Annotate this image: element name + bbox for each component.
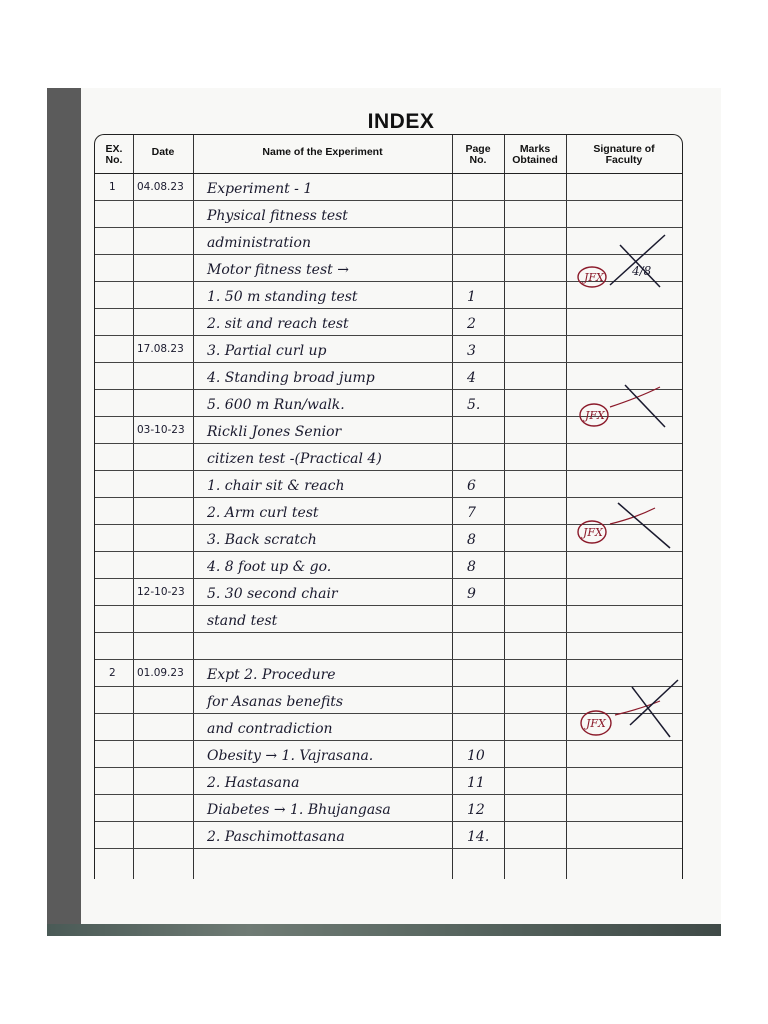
cell-date: 12-10-23	[137, 586, 185, 598]
signature-mark-4	[570, 675, 685, 755]
cell-experiment-name: 2. Paschimottasana	[207, 829, 345, 845]
cell-page-no: 3	[467, 343, 476, 359]
notebook-binding	[47, 88, 81, 936]
cell-experiment-name: Motor fitness test →	[207, 262, 349, 278]
cell-ex-no: 2	[109, 667, 116, 679]
row-rule	[95, 659, 682, 660]
cell-date: 17.08.23	[137, 343, 184, 355]
cell-page-no: 7	[467, 505, 476, 521]
cell-page-no: 10	[467, 748, 485, 764]
header-name: Name of the Experiment	[262, 146, 383, 158]
cell-experiment-name: administration	[207, 235, 311, 251]
cell-date: 03-10-23	[137, 424, 185, 436]
cell-page-no: 4	[467, 370, 476, 386]
cell-page-no: 9	[467, 586, 476, 602]
row-rule	[95, 308, 682, 309]
cell-page-no: 11	[467, 775, 485, 791]
cell-page-no: 6	[467, 478, 476, 494]
row-rule	[95, 470, 682, 471]
header-marks: Marks Obtained	[512, 143, 558, 166]
cell-experiment-name: Expt 2. Procedure	[207, 667, 336, 683]
cell-experiment-name: 2. sit and reach test	[207, 316, 349, 332]
cell-experiment-name: 5. 600 m Run/walk.	[207, 397, 345, 413]
cell-experiment-name: 1. 50 m standing test	[207, 289, 358, 305]
cell-experiment-name: citizen test -(Practical 4)	[207, 451, 382, 467]
cell-experiment-name: 3. Back scratch	[207, 532, 317, 548]
index-page	[81, 88, 721, 936]
index-table	[94, 134, 683, 879]
cell-date: 01.09.23	[137, 667, 184, 679]
header-rule	[95, 173, 682, 174]
cell-page-no: 8	[467, 559, 476, 575]
row-rule	[95, 767, 682, 768]
header-date: Date	[151, 146, 175, 158]
cell-page-no: 5.	[467, 397, 481, 413]
signature-text: JFX	[583, 526, 603, 539]
header-page-no: Page No.	[465, 143, 491, 166]
cell-experiment-name: 2. Hastasana	[207, 775, 300, 791]
cell-ex-no: 1	[109, 181, 116, 193]
row-rule	[95, 632, 682, 633]
page-title: INDEX	[367, 110, 435, 133]
cell-experiment-name: 2. Arm curl test	[207, 505, 319, 521]
cell-experiment-name: Experiment - 1	[207, 181, 313, 197]
cell-experiment-name: 3. Partial curl up	[207, 343, 327, 359]
cell-experiment-name: Rickli Jones Senior	[207, 424, 342, 440]
row-rule	[95, 335, 682, 336]
cell-experiment-name: 4. 8 foot up & go.	[207, 559, 332, 575]
cell-page-no: 1	[467, 289, 476, 305]
cell-experiment-name: Physical fitness test	[207, 208, 348, 224]
row-rule	[95, 848, 682, 849]
cell-experiment-name: 5. 30 second chair	[207, 586, 338, 602]
signature-text: JFX	[585, 409, 605, 422]
header-ex-no: EX. No.	[105, 143, 123, 166]
row-rule	[95, 200, 682, 201]
row-rule	[95, 821, 682, 822]
signature-mark-1	[570, 215, 680, 295]
cell-experiment-name: Diabetes → 1. Bhujangasa	[207, 802, 391, 818]
signature-text: JFX	[584, 271, 604, 284]
cell-page-no: 8	[467, 532, 476, 548]
signature-mark-2	[570, 377, 680, 447]
cell-experiment-name: stand test	[207, 613, 278, 629]
cell-page-no: 12	[467, 802, 485, 818]
row-rule	[95, 362, 682, 363]
cell-experiment-name: 1. chair sit & reach	[207, 478, 345, 494]
cell-experiment-name: and contradiction	[207, 721, 333, 737]
cell-experiment-name: 4. Standing broad jump	[207, 370, 375, 386]
cell-experiment-name: for Asanas benefits	[207, 694, 344, 710]
row-rule	[95, 578, 682, 579]
notebook-edge	[47, 924, 721, 936]
cell-page-no: 2	[467, 316, 476, 332]
cell-date: 04.08.23	[137, 181, 184, 193]
header-signature: Signature of Faculty	[593, 143, 655, 166]
signature-text: JFX	[586, 717, 606, 730]
signature-mark-3	[570, 488, 680, 563]
marks-obtained: 4/8	[632, 264, 652, 278]
cell-page-no: 14.	[467, 829, 490, 845]
row-rule	[95, 794, 682, 795]
cell-experiment-name: Obesity → 1. Vajrasana.	[207, 748, 374, 764]
row-rule	[95, 605, 682, 606]
